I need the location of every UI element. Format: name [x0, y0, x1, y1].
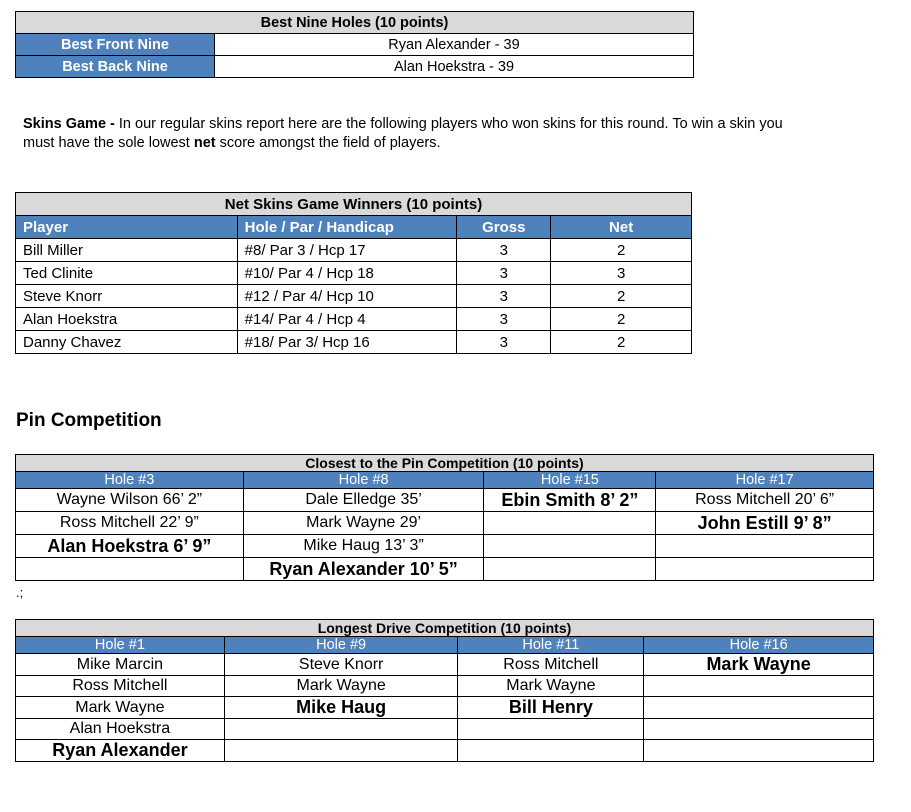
col-gross-header: Gross — [457, 216, 551, 239]
table-row — [16, 512, 874, 535]
pin-winner: Alan Hoekstra 6’ 9” — [16, 535, 244, 558]
pin-entry — [484, 558, 656, 581]
drive-winner: Bill Henry — [458, 697, 644, 719]
separator-text: .; — [16, 585, 24, 600]
skin-gross: 3 — [457, 308, 551, 331]
drive-entry: Mike Marcin — [16, 654, 225, 676]
skin-net: 2 — [551, 285, 692, 308]
skin-hole: #18/ Par 3/ Hcp 16 — [237, 331, 457, 354]
table-row — [16, 285, 692, 308]
pin-hole-header: Hole #3 — [16, 472, 244, 489]
pin-winner: Ryan Alexander 10’ 5” — [243, 558, 484, 581]
skin-net: 2 — [551, 331, 692, 354]
drive-entry — [644, 697, 874, 719]
best-nine-table — [15, 11, 694, 78]
skin-gross: 3 — [457, 285, 551, 308]
table-row — [16, 697, 874, 719]
pin-entry — [16, 558, 244, 581]
skins-description — [23, 115, 813, 153]
col-player-header: Player — [16, 216, 238, 239]
pin-entry — [484, 535, 656, 558]
drive-entry: Mark Wayne — [224, 676, 458, 697]
best-front-nine-value: Ryan Alexander - 39 — [215, 34, 694, 56]
pin-hole-header: Hole #17 — [656, 472, 874, 489]
drive-winner: Mark Wayne — [644, 654, 874, 676]
longest-drive-title: Longest Drive Competition (10 points) — [16, 620, 874, 637]
skin-net: 3 — [551, 262, 692, 285]
skin-hole: #8/ Par 3 / Hcp 17 — [237, 239, 457, 262]
drive-winner: Ryan Alexander — [16, 740, 225, 762]
drive-hole-header: Hole #9 — [224, 637, 458, 654]
skins-text-b: score amongst the field of players. — [215, 135, 441, 151]
drive-hole-header: Hole #16 — [644, 637, 874, 654]
drive-hole-header: Hole #1 — [16, 637, 225, 654]
skin-gross: 3 — [457, 331, 551, 354]
pin-hole-header: Hole #15 — [484, 472, 656, 489]
skin-gross: 3 — [457, 262, 551, 285]
pin-entry — [656, 535, 874, 558]
drive-entry: Steve Knorr — [224, 654, 458, 676]
skins-text-a: In our regular skins report here are the following players who won skins for this round. To win a skin you must have the sole lowest — [23, 116, 783, 151]
skin-player: Bill Miller — [16, 239, 238, 262]
skin-net: 2 — [551, 308, 692, 331]
drive-entry: Alan Hoekstra — [16, 719, 225, 740]
drive-entry — [644, 740, 874, 762]
drive-winner: Mike Haug — [224, 697, 458, 719]
drive-entry: Mark Wayne — [458, 676, 644, 697]
skin-net: 2 — [551, 239, 692, 262]
table-row — [16, 489, 874, 512]
pin-winner: John Estill 9’ 8” — [656, 512, 874, 535]
pin-entry: Mike Haug 13’ 3” — [243, 535, 484, 558]
table-row — [16, 676, 874, 697]
drive-entry — [458, 719, 644, 740]
skin-player: Danny Chavez — [16, 331, 238, 354]
skin-hole: #12 / Par 4/ Hcp 10 — [237, 285, 457, 308]
drive-entry — [644, 676, 874, 697]
drive-entry — [458, 740, 644, 762]
skin-player: Steve Knorr — [16, 285, 238, 308]
col-net-header: Net — [551, 216, 692, 239]
table-row — [16, 331, 692, 354]
skin-gross: 3 — [457, 239, 551, 262]
best-front-nine-label: Best Front Nine — [16, 34, 215, 56]
pin-competition-heading: Pin Competition — [16, 410, 162, 431]
pin-hole-header: Hole #8 — [243, 472, 484, 489]
table-row — [16, 262, 692, 285]
net-skins-table — [15, 192, 692, 354]
pin-entry: Wayne Wilson 66’ 2” — [16, 489, 244, 512]
drive-entry: Mark Wayne — [16, 697, 225, 719]
drive-entry: Ross Mitchell — [16, 676, 225, 697]
skin-hole: #14/ Par 4 / Hcp 4 — [237, 308, 457, 331]
table-row — [16, 654, 874, 676]
pin-entry: Ross Mitchell 22’ 9” — [16, 512, 244, 535]
skin-player: Ted Clinite — [16, 262, 238, 285]
table-row — [16, 308, 692, 331]
best-nine-title: Best Nine Holes (10 points) — [16, 12, 694, 34]
table-row — [16, 535, 874, 558]
pin-entry: Dale Elledge 35’ — [243, 489, 484, 512]
drive-entry — [644, 719, 874, 740]
table-row — [16, 558, 874, 581]
skins-lead: Skins Game - — [23, 116, 115, 132]
net-skins-title: Net Skins Game Winners (10 points) — [16, 193, 692, 216]
closest-pin-title: Closest to the Pin Competition (10 points) — [16, 455, 874, 472]
pin-entry — [484, 512, 656, 535]
skins-net-emphasis: net — [193, 135, 216, 151]
col-hole-header: Hole / Par / Handicap — [237, 216, 457, 239]
best-back-nine-value: Alan Hoekstra - 39 — [215, 56, 694, 78]
skin-player: Alan Hoekstra — [16, 308, 238, 331]
skin-hole: #10/ Par 4 / Hcp 18 — [237, 262, 457, 285]
drive-entry — [224, 740, 458, 762]
table-row — [16, 740, 874, 762]
best-back-nine-label: Best Back Nine — [16, 56, 215, 78]
closest-pin-table — [15, 454, 874, 581]
pin-entry: Ross Mitchell 20’ 6” — [656, 489, 874, 512]
table-row — [16, 239, 692, 262]
drive-entry: Ross Mitchell — [458, 654, 644, 676]
drive-hole-header: Hole #11 — [458, 637, 644, 654]
table-row — [16, 719, 874, 740]
drive-entry — [224, 719, 458, 740]
longest-drive-table — [15, 619, 874, 762]
pin-entry — [656, 558, 874, 581]
pin-entry: Mark Wayne 29’ — [243, 512, 484, 535]
pin-winner: Ebin Smith 8’ 2” — [484, 489, 656, 512]
